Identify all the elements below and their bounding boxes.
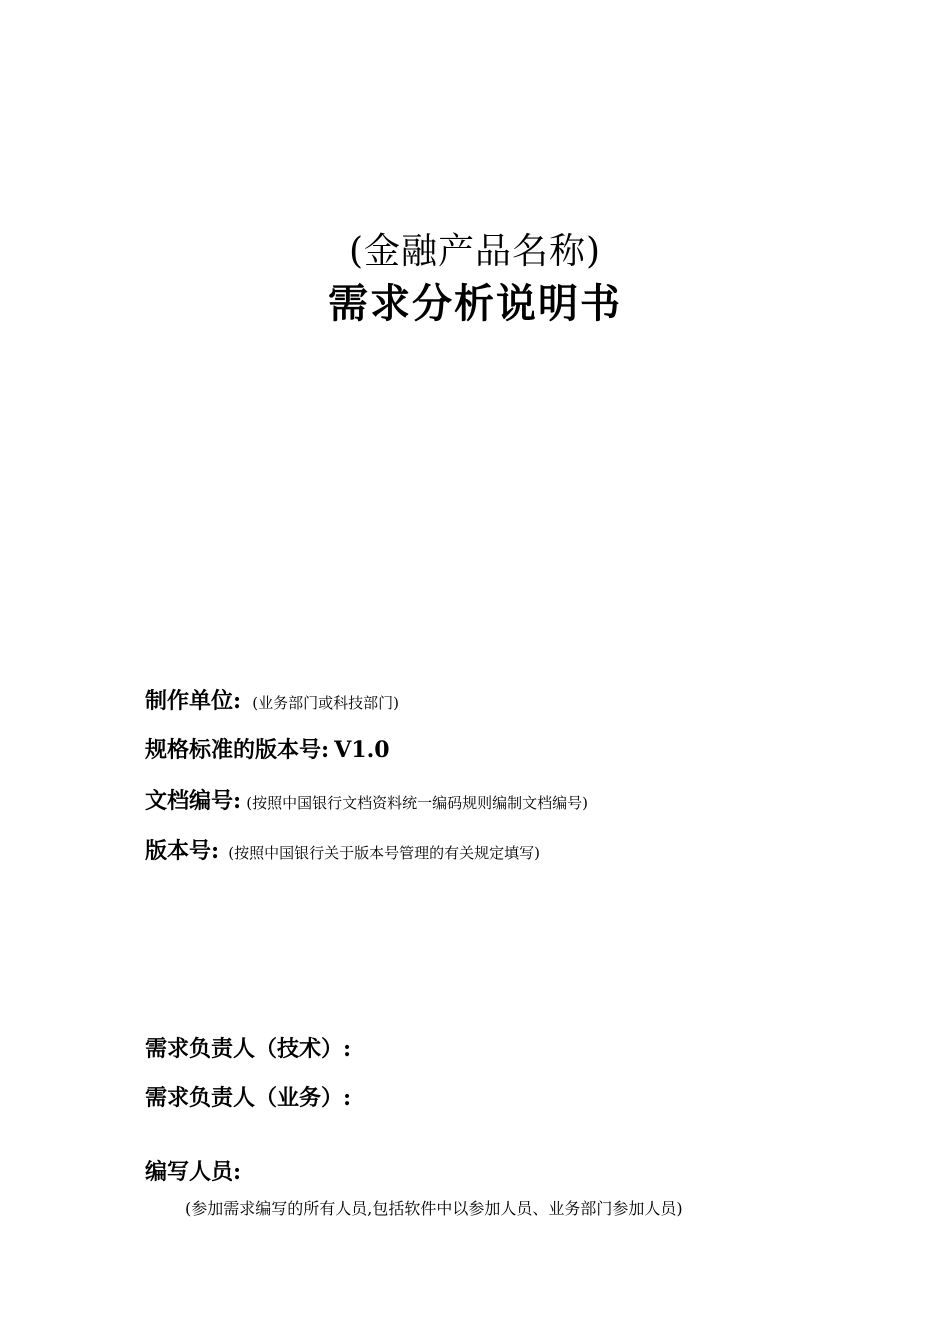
document-title: 需求分析说明书 [328,280,622,327]
doc-number-label: 文档编号: [145,788,242,814]
product-name: (金融产品名称) [348,231,602,272]
version-field [145,834,540,865]
unit-field [145,684,399,715]
spec-version-value: V1.0 [334,737,390,763]
version-value: (按照中国银行关于版本号管理的有关规定填写) [228,844,540,862]
unit-value: (业务部门或科技部门) [252,694,399,712]
version-label: 版本号: [145,838,220,864]
authors-label: 编写人员: [145,1159,242,1185]
unit-label: 制作单位: [145,688,242,714]
doc-number-field [145,784,588,815]
responsible-business: 需求负责人（业务）: [145,1085,352,1111]
spec-version-field [145,733,390,764]
authors-note: (参加需求编写的所有人员,包括软件中以参加人员、业务部门参加人员) [185,1199,683,1218]
spec-version-label: 规格标准的版本号: [145,737,330,763]
doc-number-value: (按照中国银行文档资料统一编码规则编制文档编号) [246,794,588,812]
responsible-tech: 需求负责人（技术）: [145,1036,352,1062]
